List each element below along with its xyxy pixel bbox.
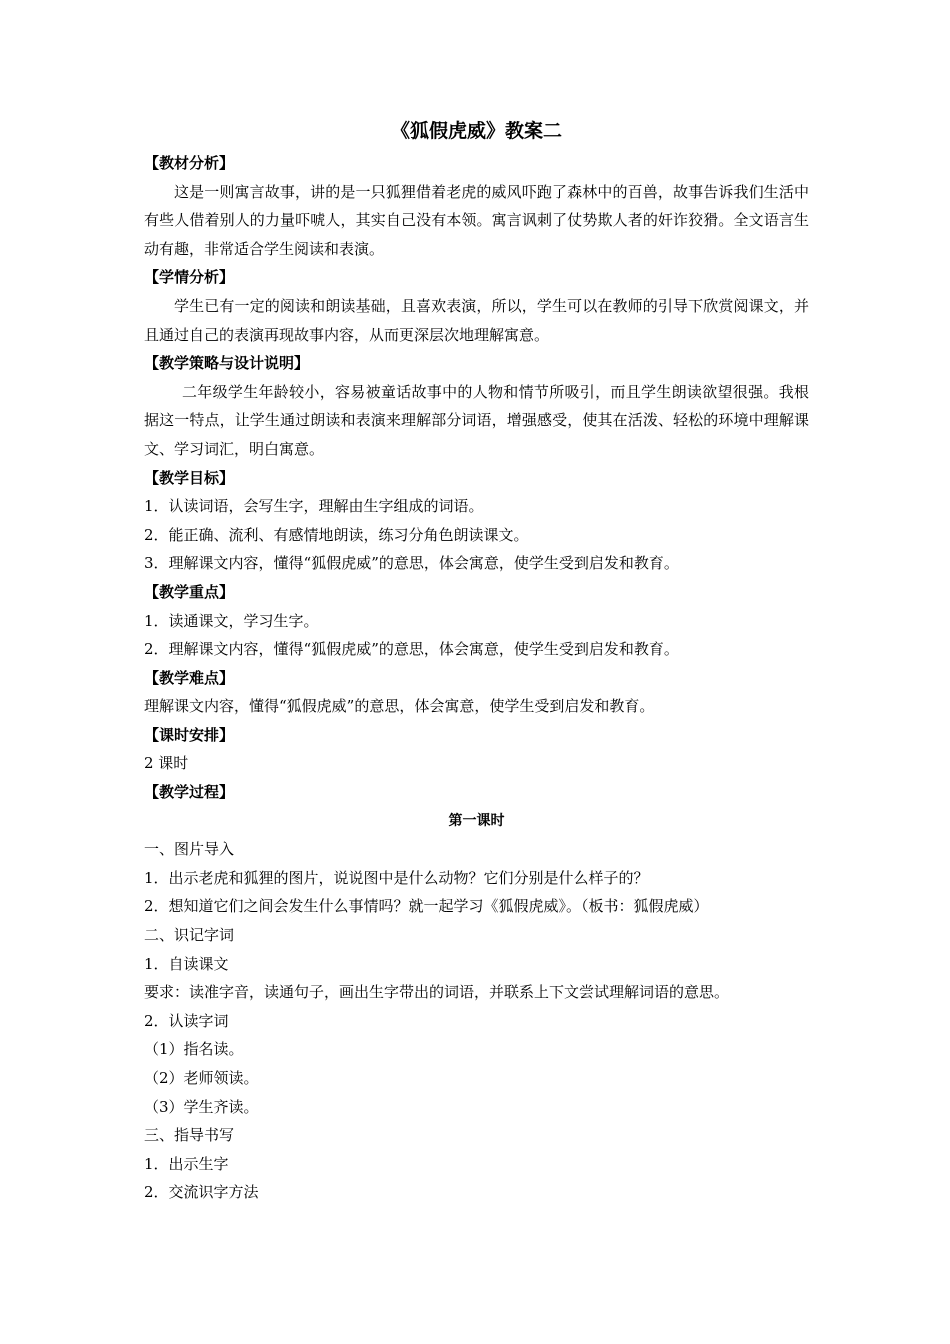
schedule-heading: 【课时安排】 <box>144 725 235 744</box>
process-line: 一、图片导入 <box>144 840 235 859</box>
process-line: 1．自读课文 <box>144 954 229 973</box>
goals-heading: 【教学目标】 <box>144 468 235 487</box>
key-point-item: 1．读通课文，学习生字。 <box>144 611 319 630</box>
key-point-item: 2．理解课文内容，懂得“狐假虎威”的意思，体会寓意，使学生受到启发和教育。 <box>144 640 679 659</box>
process-line: （3）学生齐读。 <box>144 1097 259 1116</box>
learner-analysis-text: 学生已有一定的阅读和朗读基础，且喜欢表演，所以，学生可以在教师的引导下欣赏阅课文，并且通过自己的表演再现故事内容，从而更深层次地理解寓意。 <box>144 296 809 344</box>
material-analysis-heading: 【教材分析】 <box>144 154 235 172</box>
strategy-heading: 【教学策略与设计说明】 <box>144 354 310 373</box>
document-title: 《狐假虎威》教案二 <box>390 120 562 142</box>
process-line: （2）老师领读。 <box>144 1069 259 1087</box>
goal-item: 1．认读词语，会写生字，理解由生字组成的词语。 <box>144 497 484 516</box>
difficulties-text: 理解课文内容，懂得“狐假虎威”的意思，体会寓意，使学生受到启发和教育。 <box>144 697 655 716</box>
lesson-title: 第一课时 <box>448 812 505 829</box>
process-line: 1．出示生字 <box>144 1154 229 1173</box>
process-heading: 【教学过程】 <box>144 783 235 802</box>
learner-analysis-heading: 【学情分析】 <box>144 268 235 287</box>
schedule-text: 2 课时 <box>144 754 189 773</box>
process-line: 要求：读准字音，读通句子，画出生字带出的词语，并联系上下文尝试理解词语的意思。 <box>144 983 730 1002</box>
process-line: 二、识记字词 <box>144 926 235 945</box>
process-line: 2．想知道它们之间会发生什么事情吗？就一起学习《狐假虎威》。（板书：狐假虎威） <box>144 897 709 916</box>
document-page <box>144 108 809 1207</box>
goal-item: 3．理解课文内容，懂得“狐假虎威”的意思，体会寓意，使学生受到启发和教育。 <box>144 554 679 573</box>
process-line: （1）指名读。 <box>144 1040 244 1059</box>
process-line: 1．出示老虎和狐狸的图片，说说图中是什么动物？它们分别是什么样子的？ <box>144 868 649 887</box>
difficulties-heading: 【教学难点】 <box>144 668 235 687</box>
key-points-heading: 【教学重点】 <box>144 582 235 601</box>
process-line: 2．认读字词 <box>144 1011 229 1030</box>
goal-item: 2．能正确、流利、有感情地朗读，练习分角色朗读课文。 <box>144 525 529 544</box>
process-line: 2．交流识字方法 <box>144 1183 259 1202</box>
process-line: 三、指导书写 <box>144 1126 235 1145</box>
material-analysis-text: 这是一则寓言故事，讲的是一只狐狸借着老虎的威风吓跑了森林中的百兽，故事告诉我们生活中有些人借着别人的力量吓唬人，其实自己没有本领。寓言讽刺了仗势欺人者的奸诈狡猾。全文语言生动有趣，非常适合学生阅读和表演。 <box>144 182 809 258</box>
strategy-text: 二年级学生年龄较小，容易被童话故事中的人物和情节所吸引，而且学生朗读欲望很强。我根据这一特点，让学生通过朗读和表演来理解部分词语，增强感受，使其在活泼、轻松的环境中理解课文、学习词汇，明白寓意。 <box>144 382 809 458</box>
